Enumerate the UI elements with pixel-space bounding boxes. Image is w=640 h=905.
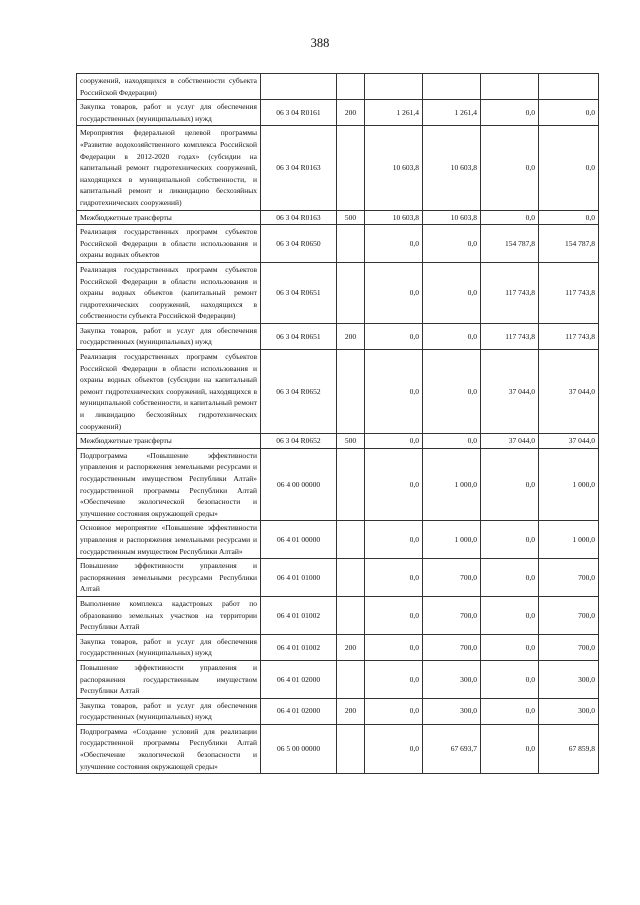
amount-col-3: 37 044,0 [481,434,539,449]
amount-col-2: 0,0 [423,225,481,263]
amount-col-3: 37 044,0 [481,350,539,434]
amount-col-1: 0,0 [365,225,423,263]
target-code: 06 4 01 01000 [261,559,337,597]
amount-col-3: 117 743,8 [481,323,539,349]
amount-col-3: 0,0 [481,698,539,724]
amount-col-2: 0,0 [423,262,481,323]
amount-col-1: 0,0 [365,262,423,323]
amount-col-3: 0,0 [481,100,539,126]
table-row [77,698,599,724]
budget-table [76,73,599,774]
target-code: 06 4 01 01002 [261,634,337,660]
amount-col-2: 1 000,0 [423,448,481,521]
target-code: 06 3 04 R0651 [261,262,337,323]
target-code: 06 3 04 R0163 [261,126,337,210]
amount-col-1: 10 603,8 [365,210,423,225]
row-name: Закупка товаров, работ и услуг для обеспечения государственных (муниципальных) нужд [77,698,261,724]
amount-col-1: 0,0 [365,660,423,698]
expense-type [337,74,365,100]
expense-type [337,350,365,434]
row-name: Межбюджетные трансферты [77,210,261,225]
table-row [77,434,599,449]
expense-type: 200 [337,698,365,724]
amount-col-1: 0,0 [365,698,423,724]
amount-col-3: 0,0 [481,521,539,559]
amount-col-4: 0,0 [539,100,599,126]
table-row [77,210,599,225]
row-name: Повышение эффективности управления и распоряжения земельными ресурсами Республики Алтай [77,559,261,597]
expense-type: 200 [337,100,365,126]
amount-col-2: 10 603,8 [423,126,481,210]
expense-type [337,262,365,323]
amount-col-4: 117 743,8 [539,323,599,349]
amount-col-2: 10 603,8 [423,210,481,225]
amount-col-4: 1 000,0 [539,448,599,521]
target-code: 06 3 04 R0163 [261,210,337,225]
amount-col-4: 67 859,8 [539,724,599,773]
amount-col-2: 1 000,0 [423,521,481,559]
amount-col-3 [481,74,539,100]
amount-col-4: 117 743,8 [539,262,599,323]
target-code: 06 4 00 00000 [261,448,337,521]
amount-col-4 [539,74,599,100]
target-code: 06 3 04 R0161 [261,100,337,126]
amount-col-1 [365,74,423,100]
expense-type [337,660,365,698]
row-name: Закупка товаров, работ и услуг для обеспечения государственных (муниципальных) нужд [77,634,261,660]
amount-col-1: 0,0 [365,323,423,349]
amount-col-3: 0,0 [481,126,539,210]
amount-col-2: 0,0 [423,350,481,434]
amount-col-4: 37 044,0 [539,350,599,434]
expense-type: 200 [337,323,365,349]
amount-col-3: 0,0 [481,660,539,698]
table-row [77,350,599,434]
target-code [261,74,337,100]
target-code: 06 4 01 00000 [261,521,337,559]
target-code: 06 3 04 R0652 [261,434,337,449]
amount-col-4: 0,0 [539,126,599,210]
amount-col-2: 700,0 [423,559,481,597]
amount-col-1: 0,0 [365,448,423,521]
amount-col-1: 0,0 [365,634,423,660]
amount-col-2: 700,0 [423,634,481,660]
table-row [77,634,599,660]
amount-col-1: 0,0 [365,559,423,597]
amount-col-4: 700,0 [539,634,599,660]
table-row [77,323,599,349]
amount-col-1: 0,0 [365,596,423,634]
amount-col-2: 300,0 [423,660,481,698]
amount-col-3: 0,0 [481,210,539,225]
table-row [77,225,599,263]
expense-type [337,448,365,521]
amount-col-1: 1 261,4 [365,100,423,126]
row-name: Основное мероприятие «Повышение эффективности управления и распоряжения земельными ресурсами и государственным имуществом Республики Алтай» [77,521,261,559]
table-row [77,596,599,634]
row-name: Закупка товаров, работ и услуг для обеспечения государственных (муниципальных) нужд [77,323,261,349]
amount-col-2: 67 693,7 [423,724,481,773]
amount-col-2: 700,0 [423,596,481,634]
expense-type [337,596,365,634]
expense-type [337,126,365,210]
row-name: Межбюджетные трансферты [77,434,261,449]
amount-col-1: 0,0 [365,434,423,449]
page-number: 388 [310,36,330,50]
table-row [77,724,599,773]
row-name: Подпрограмма «Создание условий для реализации государственной программы Республики Алтай «Обеспечение экологической безопасности и улучшение состояния окружающей среды» [77,724,261,773]
table-row [77,74,599,100]
amount-col-4: 700,0 [539,559,599,597]
amount-col-3: 117 743,8 [481,262,539,323]
amount-col-1: 0,0 [365,724,423,773]
target-code: 06 4 01 02000 [261,660,337,698]
expense-type [337,521,365,559]
row-name: Выполнение комплекса кадастровых работ по образованию земельных участков на территории Республики Алтай [77,596,261,634]
expense-type: 500 [337,210,365,225]
row-name: Подпрограмма «Повышение эффективности управления и распоряжения земельными ресурсами и государственным имуществом Республики Алтай» государственной программы Республики Алтай «Обеспечение экологической безопасности и улучшение состояния окружающей среды» [77,448,261,521]
amount-col-2: 0,0 [423,434,481,449]
amount-col-3: 0,0 [481,596,539,634]
target-code: 06 3 04 R0651 [261,323,337,349]
expense-type [337,559,365,597]
table-row [77,262,599,323]
amount-col-3: 0,0 [481,724,539,773]
amount-col-3: 0,0 [481,448,539,521]
amount-col-4: 1 000,0 [539,521,599,559]
expense-type: 200 [337,634,365,660]
target-code: 06 5 00 00000 [261,724,337,773]
amount-col-4: 300,0 [539,660,599,698]
target-code: 06 3 04 R0650 [261,225,337,263]
amount-col-2: 300,0 [423,698,481,724]
table-row [77,559,599,597]
amount-col-3: 0,0 [481,559,539,597]
amount-col-4: 154 787,8 [539,225,599,263]
target-code: 06 4 01 01002 [261,596,337,634]
amount-col-3: 0,0 [481,634,539,660]
amount-col-4: 37 044,0 [539,434,599,449]
row-name: сооружений, находящихся в собственности субъекта Российской Федерации) [77,74,261,100]
row-name: Повышение эффективности управления и распоряжения государственным имуществом Республики Алтай [77,660,261,698]
expense-type: 500 [337,434,365,449]
amount-col-4: 0,0 [539,210,599,225]
amount-col-1: 0,0 [365,521,423,559]
table-row [77,660,599,698]
row-name: Мероприятия федеральной целевой программы «Развитие водохозяйственного комплекса Российской Федерации в 2012-2020 годах» (субсидии на капитальный ремонт гидротехнических сооружений, находящихся в муниципальной собственности, и капитальный ремонт и ликвидацию бесхозяйных гидротехнических сооружений) [77,126,261,210]
row-name: Реализация государственных программ субъектов Российской Федерации в области использования и охраны водных объектов (субсидии на капитальный ремонт гидротехнических сооружений, находящихся в муниципальной собственности, и капитальный ремонт и ликвидацию бесхозяйных гидротехнических сооружений) [77,350,261,434]
amount-col-2: 0,0 [423,323,481,349]
amount-col-3: 154 787,8 [481,225,539,263]
amount-col-2: 1 261,4 [423,100,481,126]
row-name: Реализация государственных программ субъектов Российской Федерации в области использования и охраны водных объектов (капитальный ремонт гидротехнических сооружений, находящихся в собственности субъекта Российской Федерации) [77,262,261,323]
table-row [77,448,599,521]
amount-col-1: 10 603,8 [365,126,423,210]
amount-col-2 [423,74,481,100]
amount-col-4: 700,0 [539,596,599,634]
amount-col-4: 300,0 [539,698,599,724]
table-row [77,126,599,210]
expense-type [337,724,365,773]
target-code: 06 4 01 02000 [261,698,337,724]
expense-type [337,225,365,263]
row-name: Закупка товаров, работ и услуг для обеспечения государственных (муниципальных) нужд [77,100,261,126]
table-row [77,521,599,559]
table-row [77,100,599,126]
amount-col-1: 0,0 [365,350,423,434]
target-code: 06 3 04 R0652 [261,350,337,434]
row-name: Реализация государственных программ субъектов Российской Федерации в области использования и охраны водных объектов [77,225,261,263]
